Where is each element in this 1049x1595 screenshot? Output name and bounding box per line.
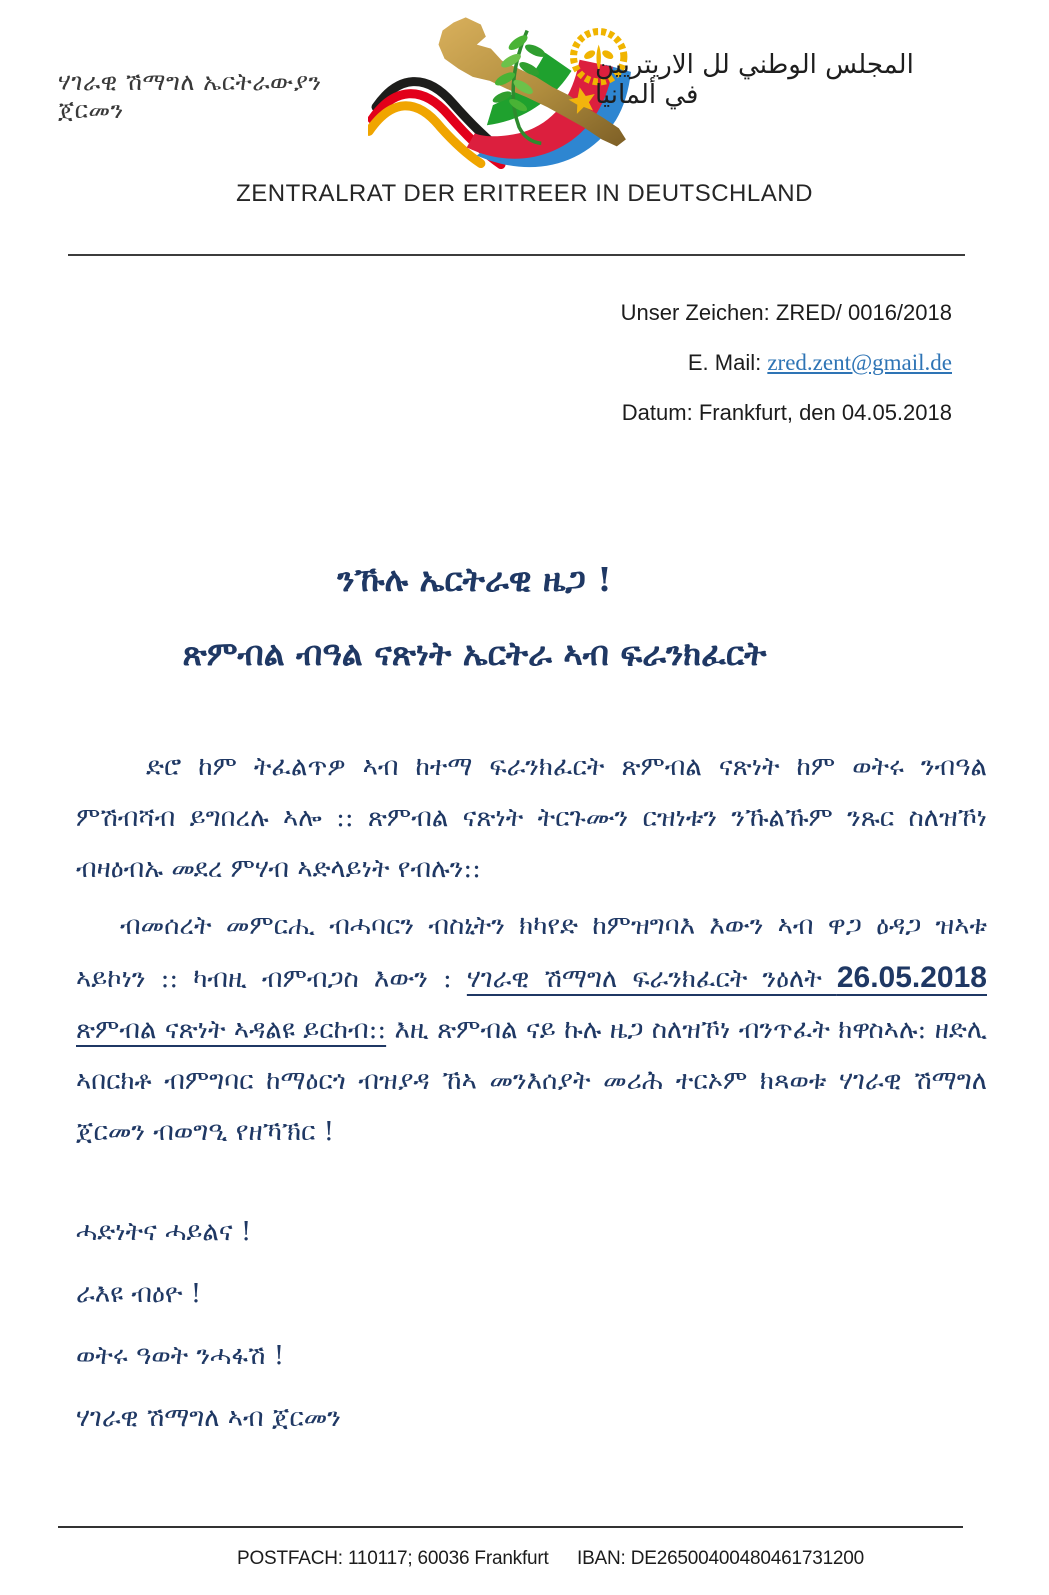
paragraph-2-rest: እዚ ጽምብል ናይ ኩሉ ዜጋ ስለዝኾነ ብንጥፈት ክዋስኣሉ: ዘድሊ ኣበርክቶ ብምግባር ከማዕርጎ ብዝያዳ ኸኣ መንእሰያት መሪሕ ተርኦም ክጻወቱ ሃገራዊ ሽማግለ ጀርመን ብወግዒ የዘኻኽር ! (76, 1015, 987, 1147)
date-line: Datum: Frankfurt, den 04.05.2018 (621, 400, 952, 425)
event-date: 26.05.2018 (836, 961, 987, 994)
closing-block (76, 1210, 341, 1458)
closing-line-4: ሃገራዊ ሽማግለ ኣብ ጀርመን (76, 1403, 341, 1433)
closing-line-3: ወትሩ ዓወት ንሓፋሽ ! (76, 1341, 285, 1371)
email-label: E. Mail: (687, 350, 768, 375)
reference-number: Unser Zeichen: ZRED/ 0016/2018 (620, 300, 952, 325)
closing-line-2: ራእዩ ብዕዮ ! (76, 1279, 202, 1309)
footer-iban: IBAN: DE26500400480461731200 (577, 1548, 865, 1569)
letter-body (76, 742, 987, 1164)
letterhead-title: ZENTRALRAT DER ERITREER IN DEUTSCHLAND (236, 180, 813, 207)
footer-postfach: POSTFACH: 110117; 60036 Frankfurt (237, 1548, 549, 1569)
org-name-tigrinya: ሃገራዊ ሽማግለ ኤርትራውያን ጀርመን (58, 68, 322, 124)
email-line (621, 350, 952, 376)
paragraph-2 (76, 901, 987, 1158)
paragraph-1: ድሮ ከም ትፈልጥዎ ኣብ ከተማ ፍራንክፈርት ጽምብል ናጽነት ከም ወትሩ ንብዓል ምሽብሻብ ይግበረሉ ኣሎ :: ጽምብል ናጽነት ትርጉሙን ርዝነቱን ንኹልኹም ንጹር ስለዝኾነ ብዛዕብኡ መደረ ምሃብ ኣድላይነት የብሉን:: (76, 752, 987, 884)
event-announcement-tail: ጽምብል ናጽነት ኣዳልዩ ይርከብ:: (76, 1015, 387, 1045)
email-link[interactable]: zred.zent@gmail.de (767, 350, 952, 375)
org-name-arabic: المجلس الوطني لل الاريتريين في ألمانيا (595, 50, 914, 110)
reference-block (621, 300, 952, 450)
closing-line-1: ሓድነትና ሓይልና ! (76, 1217, 252, 1247)
footer-divider (58, 1526, 963, 1528)
paragraph-2-intro: ብመሰረት መምርሒ ብሓባርን ብስኒትን ክካየድ ከምዝግባእ እውን ኣብ ዋጋ ዕዳጋ ዝኣቱ ኣይኮነን :: ካብዚ ብምብጋስ እውን : (76, 911, 987, 994)
header-divider (68, 254, 965, 256)
letter-heading-1: ንኹሉ ኤርትራዊ ዜጋ ! (337, 560, 612, 599)
letter-heading-2: ጽምብል ብዓል ናጽነት ኤርትራ ኣብ ፍራንክፈርት (182, 634, 767, 673)
event-organizer: ሃገራዊ ሽማግለ ፍራንክፈርት ንዕለት (466, 964, 837, 994)
